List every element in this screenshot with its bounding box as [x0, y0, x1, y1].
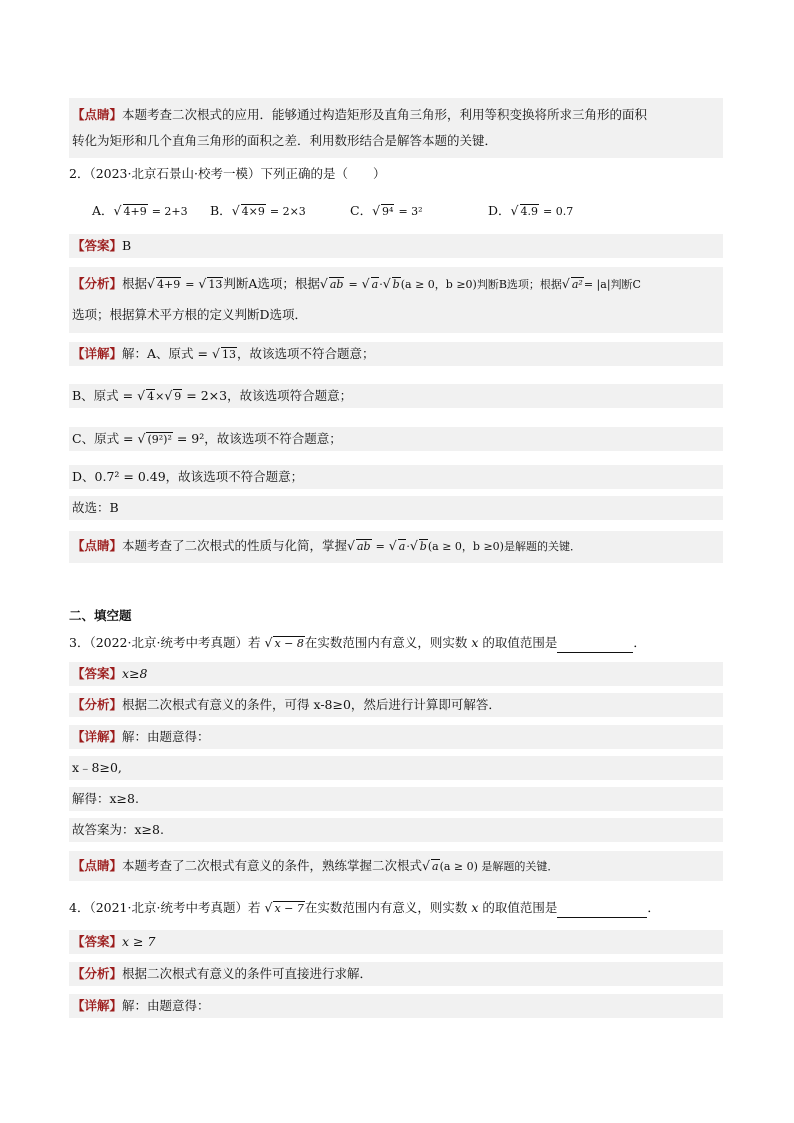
radicand: 4×9 [241, 205, 265, 218]
q4-answer-row [69, 930, 723, 954]
text: · [406, 540, 410, 553]
text: × [155, 390, 165, 403]
option-label: C． [350, 203, 373, 218]
text: 故选：B [72, 500, 119, 515]
question-number: 4． [69, 900, 90, 915]
text: 本题考查了二次根式的性质与化简，掌握 [122, 538, 348, 553]
radicand: a [398, 540, 406, 553]
question-number: 2． [69, 166, 90, 181]
q3-point-row: 【点睛】本题考查了二次根式有意义的条件，熟练掌握二次根式√ a(a ≥ 0) 是解题的关键． [69, 851, 723, 881]
point-tag: 【点睛】 [72, 858, 123, 873]
radicand: 4 [147, 390, 155, 403]
q2-detail-line5 [69, 496, 723, 520]
q2-detail-line2: B、原式 = √ 4×√ 9 = 2×3，故该选项符合题意； [69, 384, 723, 408]
option-rest: = 2+3 [151, 205, 188, 218]
text: 判断A选项；根据 [223, 276, 320, 291]
text: = [185, 278, 195, 291]
answer-value: x≥8 [122, 666, 148, 681]
q2-stem [69, 164, 385, 184]
question-number: 3． [69, 635, 90, 650]
radicand: a² [571, 278, 583, 291]
text: 在实数范围内有意义，则实数 [304, 635, 468, 650]
q3-detail-row2 [69, 756, 723, 780]
text: = |a|判断C [583, 278, 641, 291]
question-source: （2023·北京石景山·校考一模） [89, 166, 261, 181]
radicand: 13 [221, 348, 236, 361]
radicand: 13 [208, 278, 223, 291]
question-source: （2022·北京·统考中考真题） [89, 635, 248, 650]
q2-detail-line4 [69, 465, 723, 489]
q3-detail-row4 [69, 818, 723, 842]
text: 解得：x≥8. [72, 791, 139, 806]
q4-analysis-row [69, 962, 723, 986]
analysis-tag: 【分析】 [72, 697, 123, 712]
q2-detail-line3: C、原式 = √ (9²)² = 9²，故该选项不符合题意； [69, 427, 723, 451]
radicand: b [392, 278, 400, 291]
answer-tag: 【答案】 [72, 934, 123, 949]
text: 的取值范围是 [482, 635, 558, 650]
variable: x [471, 900, 479, 915]
text: 根据二次根式有意义的条件可直接进行求解． [122, 966, 373, 981]
point-line2: 转化为矩形和几个直角三角形的面积之差．利用数形结合是解答本题的关键． [72, 133, 498, 148]
option-b: B．√ 4×9 = 2×3 [210, 203, 306, 218]
analysis-tag: 【分析】 [72, 966, 123, 981]
text: · [379, 278, 383, 291]
q4-stem: 4．（2021·北京·统考中考真题）若 √ x − 7在实数范围内有意义，则实数 x 的取值范围是 ． [69, 898, 660, 918]
text: 解：由题意得： [122, 729, 210, 744]
q1-point-block [69, 98, 723, 158]
text: ． [647, 900, 660, 915]
radicand: (9²)² [147, 433, 172, 446]
option-label: D． [488, 203, 511, 218]
option-c: C．√ 9⁴ = 3² [350, 203, 423, 218]
answer-value: x ≥ 7 [122, 934, 156, 949]
text: (a ≥ 0，b ≥0)是解题的关键． [427, 540, 581, 553]
text: (a ≥ 0，b ≥0)判断B选项；根据 [400, 278, 562, 291]
text: (a ≥ 0) 是解题的关键． [439, 860, 559, 873]
text: 若 [247, 635, 261, 650]
point-tag: 【点睛】 [72, 107, 123, 122]
question-text: 下列正确的是（ ） [260, 166, 386, 181]
radicand: a [371, 278, 379, 291]
section-title: 二、填空题 [69, 608, 132, 623]
text: = 9²，故该选项不符合题意； [176, 431, 342, 446]
option-rest: = 0.7 [542, 205, 574, 218]
radicand: 9 [174, 390, 182, 403]
q3-stem: 3．（2022·北京·统考中考真题）若 √ x − 8在实数范围内有意义，则实数 x 的取值范围是 ． [69, 633, 646, 653]
text: 解：A、原式 = [122, 346, 208, 361]
answer-value: B [122, 238, 132, 253]
radicand: a [432, 860, 439, 873]
radicand: 9⁴ [382, 205, 394, 218]
radicand: x − 7 [274, 902, 304, 915]
option-d: D．√ 4.9 = 0.7 [488, 203, 574, 218]
radicand: 4.9 [520, 205, 538, 218]
answer-blank[interactable] [557, 903, 647, 918]
q2-analysis-block: 【分析】根据√ 4+9 = √ 13判断A选项；根据√ ab = √ a·√ b(a ≥ 0，b ≥0)判断B选项；根据√ a²= |a|判断C 选项；根据算术平方根的定义判断D选项． [69, 267, 723, 333]
radicand: ab [357, 540, 371, 553]
text: 的取值范围是 [482, 900, 558, 915]
point-line1: 本题考查二次根式的应用．能够通过构造矩形及直角三角形，利用等积变换将所求三角形的面积 [122, 107, 648, 122]
text: ，故该选项不符合题意； [236, 346, 375, 361]
question-source: （2021·北京·统考中考真题） [89, 900, 248, 915]
detail-tag: 【详解】 [72, 346, 123, 361]
option-label: B． [210, 203, 232, 218]
text: 根据 [122, 276, 148, 291]
point-tag: 【点睛】 [72, 538, 123, 553]
option-rest: = 3² [398, 205, 423, 218]
q3-answer-row [69, 662, 723, 686]
variable: x [471, 635, 479, 650]
analysis-tag: 【分析】 [72, 276, 123, 291]
q2-answer-row [69, 234, 723, 258]
answer-blank[interactable] [557, 638, 633, 653]
q2-point-row: 【点睛】本题考查了二次根式的性质与化简，掌握√ ab = √ a·√ b(a ≥ 0，b ≥0)是解题的关键． [69, 531, 723, 563]
text: 本题考查了二次根式有意义的条件，熟练掌握二次根式 [122, 858, 423, 873]
q4-detail-row [69, 994, 723, 1018]
text: 根据二次根式有意义的条件，可得 x-8≥0，然后进行计算即可解答． [122, 697, 501, 712]
radicand: ab [329, 278, 344, 291]
option-rest: = 2×3 [269, 205, 306, 218]
radicand: 4+9 [157, 278, 181, 291]
q3-detail-row3 [69, 787, 723, 811]
text: = 2×3，故该选项符合题意； [186, 388, 353, 403]
text: x﹣8≥0, [72, 760, 122, 775]
text: = [348, 278, 358, 291]
radicand: 4+9 [123, 205, 147, 218]
text: = [375, 540, 385, 553]
detail-tag: 【详解】 [72, 998, 123, 1013]
text: C、原式 = [72, 431, 134, 446]
text: ． [633, 635, 646, 650]
text: 解：由题意得： [122, 998, 210, 1013]
text: 选项；根据算术平方根的定义判断D选项． [72, 307, 308, 322]
detail-tag: 【详解】 [72, 729, 123, 744]
q2-detail-line1: 【详解】解：A、原式 = √ 13，故该选项不符合题意； [69, 342, 723, 366]
q3-detail-row [69, 725, 723, 749]
answer-tag: 【答案】 [72, 666, 123, 681]
q3-analysis-row [69, 693, 723, 717]
radicand: b [419, 540, 427, 553]
answer-tag: 【答案】 [72, 238, 123, 253]
text: 故答案为：x≥8. [72, 822, 164, 837]
option-label: A． [92, 203, 114, 218]
option-a: A．√ 4+9 = 2+3 [92, 203, 188, 218]
text: 在实数范围内有意义，则实数 [304, 900, 468, 915]
text: 若 [247, 900, 261, 915]
text: B、原式 = [72, 388, 134, 403]
radicand: x − 8 [274, 637, 304, 650]
text: D、0.7² = 0.49，故该选项不符合题意； [72, 469, 304, 484]
